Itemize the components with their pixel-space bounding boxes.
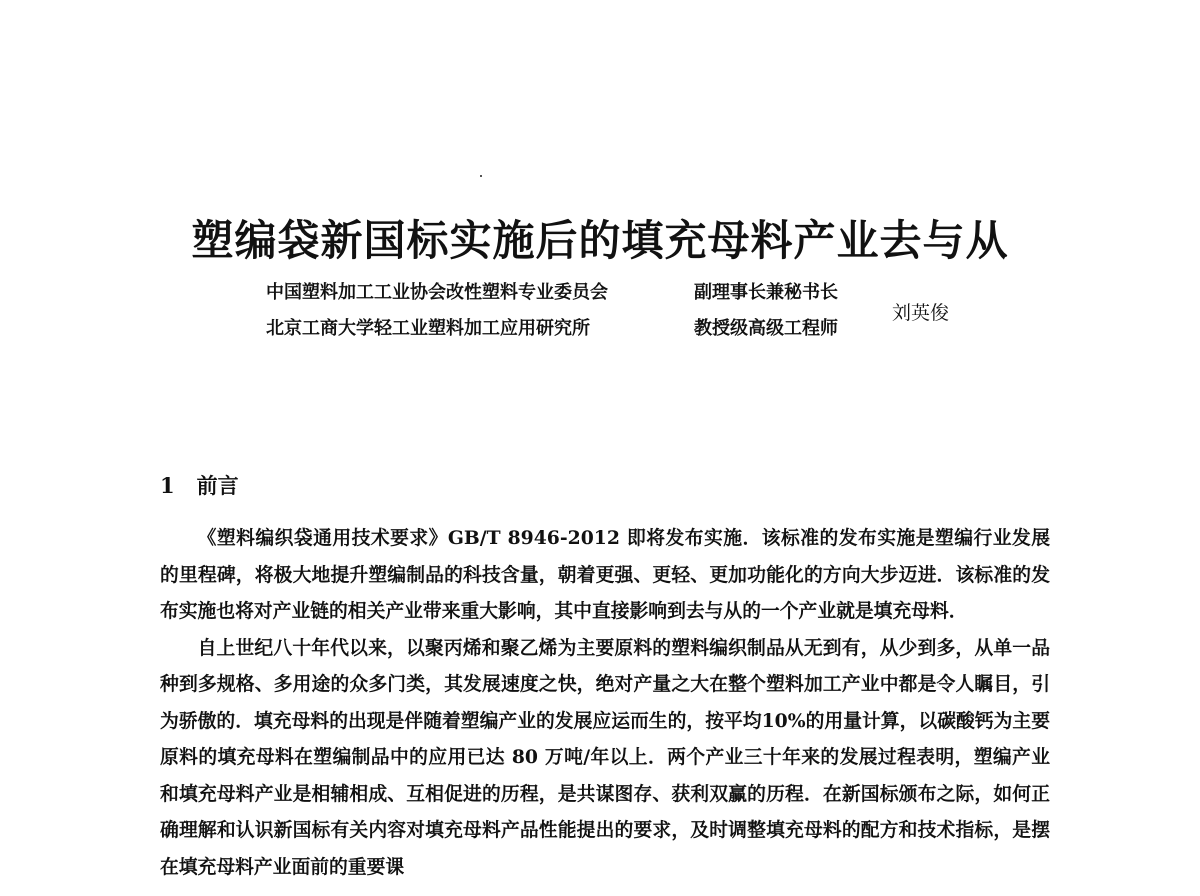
page-title: 塑编袋新国标实施后的填充母料产业去与从 xyxy=(191,216,1009,265)
section-number: 1 xyxy=(160,473,175,498)
section-title: 前言 xyxy=(196,473,239,498)
author-name: 刘英俊 xyxy=(892,302,950,324)
article-body xyxy=(160,520,1050,885)
paragraph: 自上世纪八十年代以来，以聚丙烯和聚乙烯为主要原料的塑料编织制品从无到有，从少到多，从单一品种到多规格、多用途的众多门类，其发展速度之快，绝对产量之大在整个塑料加工产业中都是令人瞩目，引为骄傲的．填充母料的出现是伴随着塑编产业的发展应运而生的，按平均10%的用量计算，以碳酸钙为主要原料的填充母料在塑编制品中的应用已达 80 万吨/年以上．两个产业三十年来的发展过程表明，塑编产业和填充母料产业是相辅相成、互相促进的历程，是共谋图存、获利双赢的历程．在新国标颁布之际，如何正确理解和认识新国标有关内容对填充母料产品性能提出的要求，及时调整填充母料的配方和技术指标，是摆在填充母料产业面前的重要课 xyxy=(160,636,1050,878)
scan-speck xyxy=(480,175,482,177)
affiliation-role-2: 教授级高级工程师 xyxy=(694,318,838,339)
affiliation-org-1: 中国塑料加工工业协会改性塑料专业委员会 xyxy=(266,282,608,303)
section-heading xyxy=(160,470,239,500)
paragraph: 《塑料编织袋通用技术要求》GB/T 8946-2012 即将发布实施．该标准的发布实施是塑编行业发展的里程碑，将极大地提升塑编制品的科技含量，朝着更强、更轻、更加功能化的方向大步迈进．该标准的发布实施也将对产业链的相关产业带来重大影响，其中直接影响到去与从的一个产业就是填充母料． xyxy=(160,527,1050,622)
affiliation-role-1: 副理事长兼秘书长 xyxy=(694,282,838,303)
affiliation-org-2: 北京工商大学轻工业塑料加工应用研究所 xyxy=(266,318,590,339)
